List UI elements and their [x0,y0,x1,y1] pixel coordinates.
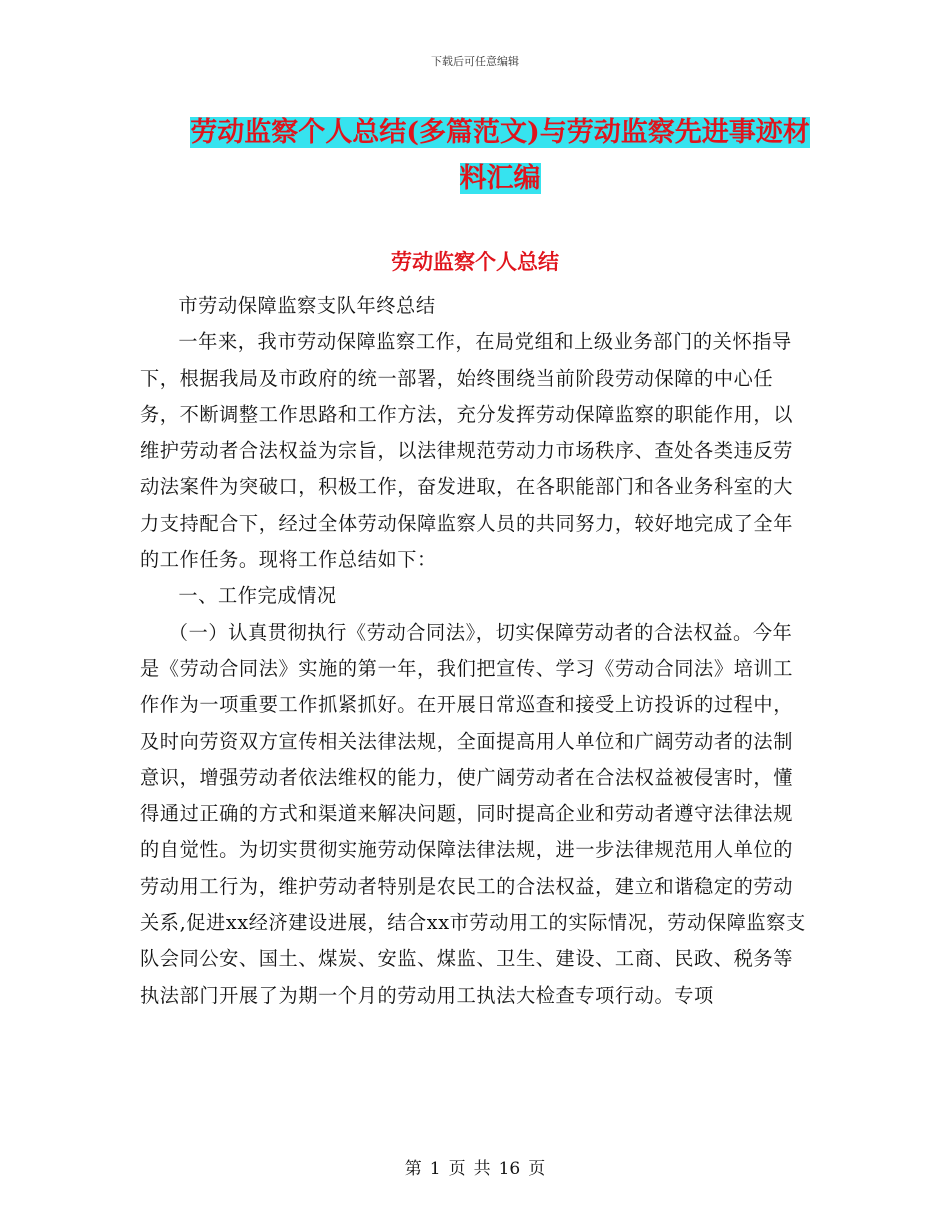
paragraph-subtitle: 市劳动保障监察支队年终总结 [178,294,436,317]
document-title [150,110,850,202]
document-body [140,288,812,1014]
footer-prefix: 第 [404,1159,422,1179]
footer-current-page: 1 [429,1159,441,1179]
footer-suffix: 页 [528,1159,546,1179]
document-title-line1: 劳动监察个人总结(多篇范文)与劳动监察先进事迹材 [190,117,810,148]
page-footer [0,1154,950,1179]
paragraph-labor-contract: （一）认真贯彻执行《劳动合同法》，切实保障劳动者的合法权益。今年是《劳动合同法》实施的第一年，我们把宣传、学习《劳动合同法》培训工作作为一项重要工作抓紧抓好。在开展日常巡查和接受上访投诉的过程中，及时向劳资双方宣传相关法律法规，全面提高用人单位和广阔劳动者的法制意识，增强劳动者依法维权的能力，使广阔劳动者在合法权益被侵害时，懂得通过正确的方式和渠道来解决问题，同时提高企业和劳动者遵守法律法规的自觉性。为切实贯彻实施劳动保障法律法规，进一步法律规范用人单位的劳动用工行为，维护劳动者特别是农民工的合法权益，建立和谐稳定的劳动关系,促进xx经济建设进展，结合xx市劳动用工的实际情况，劳动保障监察支队会同公安、国土、煤炭、安监、煤监、卫生、建设、工商、民政、税务等执法部门开展了为期一个月的劳动用工执法大检查专项行动。专项 [140,620,806,1007]
document-title-line2: 料汇编 [459,163,541,194]
footer-total-pages: 16 [498,1159,521,1179]
footer-page-mid: 页 [448,1159,466,1179]
footer-total-label: 共 [473,1159,491,1179]
paragraph-heading-work: 一、工作完成情况 [178,584,337,608]
section-title: 劳动监察个人总结 [391,249,559,274]
header-note: 下载后可任意编辑 [431,55,519,68]
paragraph-intro: 一年来，我市劳动保障监察工作，在局党组和上级业务部门的关怀指导下，根据我局及市政府的统一部署，始终围绕当前阶段劳动保障的中心任务，不断调整工作思路和工作方法，充分发挥劳动保障监察的职能作用，以维护劳动者合法权益为宗旨，以法律规范劳动力市场秩序、查处各类违反劳动法案件为突破口，积极工作，奋发进取，在各职能部门和各业务科室的大力支持配合下，经过全体劳动保障监察人员的共同努力，较好地完成了全年的工作任务。现将工作总结如下： [140,330,793,572]
